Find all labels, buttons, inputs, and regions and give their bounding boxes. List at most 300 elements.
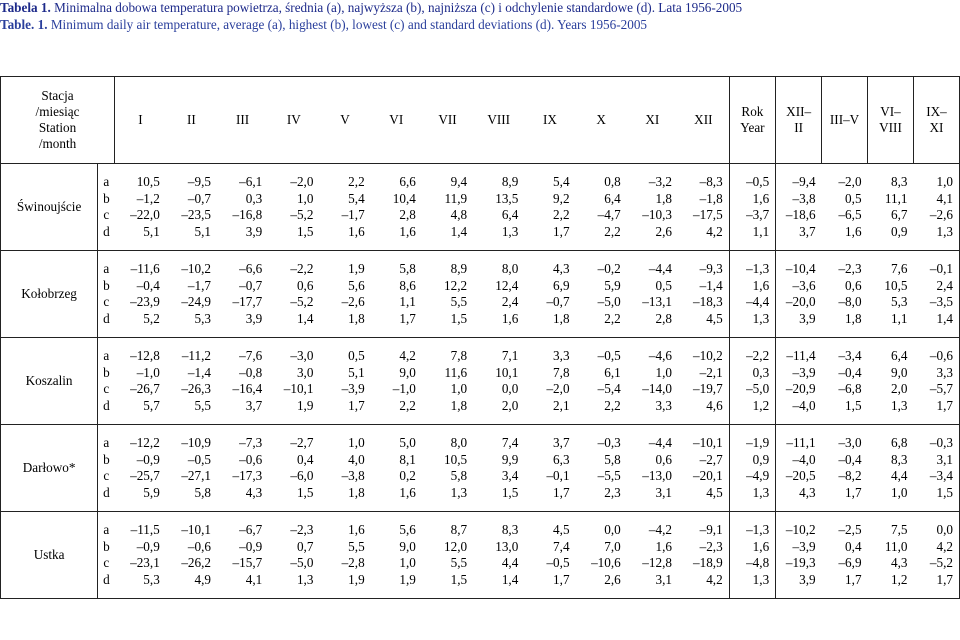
spacer-cell: [115, 588, 166, 599]
month-value: –10,3: [642, 207, 672, 222]
month-value: –26,3: [181, 381, 211, 396]
spacer-cell: [268, 414, 319, 425]
spacer-cell: [166, 240, 217, 251]
month-value: 6,4: [501, 207, 519, 222]
month-value: 1,4: [296, 310, 314, 326]
station-padding-row: [1, 501, 960, 512]
spacer-cell: [115, 251, 166, 262]
month-value: –5,2: [290, 294, 314, 309]
spacer-cell: [371, 164, 422, 175]
row-label: b: [103, 190, 110, 206]
month-value: 1,5: [501, 484, 519, 500]
month-value: 5,5: [450, 294, 468, 309]
month-value: 1,0: [399, 555, 416, 570]
month-value: 5,8: [450, 468, 468, 483]
month-value: 3,3: [553, 348, 570, 363]
month-value: –1,4: [678, 278, 729, 295]
spacer-cell: [868, 251, 914, 262]
table-body: [1, 164, 960, 599]
spacer-cell: [822, 501, 868, 512]
spacer-cell: [776, 588, 822, 599]
row-label: c: [103, 468, 110, 483]
month-value: 9,0: [399, 538, 416, 554]
table-row: [1, 207, 960, 224]
spacer-cell: [678, 338, 729, 349]
month-value: 4,2: [678, 572, 729, 589]
spacer-cell: [627, 338, 678, 349]
month-value: –9,3: [678, 261, 729, 278]
year-value: 0,9: [729, 452, 775, 469]
month-value: 1,6: [348, 223, 365, 239]
spacer-cell: [98, 251, 115, 262]
month-value: –6,1: [239, 174, 263, 189]
month-value: 7,0: [604, 538, 621, 554]
month-value: –2,0: [546, 381, 570, 396]
month-value: –6,6: [239, 261, 263, 276]
month-value: –19,7: [678, 381, 729, 398]
spacer-cell: [217, 327, 268, 338]
month-value: 2,2: [604, 310, 621, 326]
month-value: 1,7: [553, 571, 570, 587]
station-name: Koszalin: [1, 338, 98, 425]
month-value: –11,2: [181, 348, 211, 363]
month-value: –0,1: [546, 468, 570, 483]
month-value: 8,3: [501, 522, 519, 537]
month-value: 4,4: [501, 555, 519, 570]
table-row: [1, 539, 960, 556]
season-value: 1,7: [845, 484, 862, 500]
month-value: –8,3: [678, 174, 729, 191]
month-value: 1,5: [450, 571, 468, 587]
month-value: 1,3: [501, 223, 519, 239]
spacer-cell: [678, 251, 729, 262]
month-value: 12,0: [444, 538, 468, 554]
spacer-cell: [729, 414, 775, 425]
season-value: 3,9: [799, 571, 816, 587]
season-value: –3,9: [792, 364, 816, 380]
month-value: –26,2: [181, 555, 211, 570]
month-value: –4,7: [597, 207, 621, 222]
spacer-cell: [268, 588, 319, 599]
spacer-cell: [729, 501, 775, 512]
spacer-cell: [576, 425, 627, 436]
month-value: 4,0: [348, 451, 365, 467]
month-value: 7,8: [450, 348, 468, 363]
month-value: –2,2: [290, 261, 314, 276]
month-value: 1,8: [655, 190, 672, 206]
month-value: 9,2: [553, 190, 570, 206]
month-value: –23,9: [130, 294, 160, 309]
year-value: –2,2: [729, 348, 775, 365]
header-station-line: Station: [38, 120, 77, 135]
month-value: 0,7: [296, 538, 314, 554]
caption-english: [0, 17, 960, 34]
month-value: –4,4: [648, 435, 672, 450]
month-value: –20,1: [678, 468, 729, 485]
table-row: [1, 365, 960, 382]
month-value: –5,4: [597, 381, 621, 396]
month-value: –27,1: [181, 468, 211, 483]
month-value: –1,7: [341, 207, 365, 222]
header-season-line: VIII: [879, 120, 902, 135]
spacer-cell: [524, 501, 575, 512]
month-value: –0,5: [597, 348, 621, 363]
year-value: 1,3: [729, 572, 775, 589]
spacer-cell: [422, 338, 473, 349]
month-value: 1,6: [399, 484, 416, 500]
spacer-cell: [268, 251, 319, 262]
season-value: –2,6: [913, 207, 959, 224]
spacer-cell: [868, 414, 914, 425]
spacer-cell: [217, 338, 268, 349]
season-value: –9,4: [792, 174, 816, 189]
season-value: 5,3: [890, 294, 908, 309]
station-padding-row: [1, 251, 960, 262]
spacer-cell: [627, 164, 678, 175]
spacer-cell: [422, 327, 473, 338]
month-value: 1,6: [399, 223, 416, 239]
spacer-cell: [576, 338, 627, 349]
header-station-line: /miesiąc: [35, 104, 80, 119]
month-value: 8,0: [450, 435, 468, 450]
spacer-cell: [678, 327, 729, 338]
month-value: 7,1: [501, 348, 519, 363]
station-padding-row: [1, 240, 960, 251]
header-station: [1, 77, 115, 164]
month-value: 5,6: [399, 522, 416, 537]
spacer-cell: [217, 240, 268, 251]
season-value: –11,4: [786, 348, 816, 363]
month-value: 9,4: [450, 174, 468, 189]
spacer-cell: [473, 251, 524, 262]
month-value: –4,6: [648, 348, 672, 363]
spacer-cell: [371, 338, 422, 349]
month-value: –18,9: [678, 555, 729, 572]
month-value: –12,2: [130, 435, 160, 450]
month-value: 6,4: [604, 190, 621, 206]
season-value: 0,6: [845, 277, 862, 293]
month-value: –2,0: [290, 174, 314, 189]
season-value: 4,3: [799, 484, 816, 500]
month-value: 4,9: [194, 571, 211, 587]
header-year-line: Rok: [741, 104, 764, 119]
month-value: 5,5: [348, 538, 365, 554]
header-month: VI: [371, 77, 422, 164]
year-value: 1,2: [729, 398, 775, 415]
month-value: 1,0: [450, 381, 468, 396]
year-value: 1,1: [729, 224, 775, 241]
spacer-cell: [776, 164, 822, 175]
season-value: 0,0: [913, 522, 959, 539]
spacer-cell: [729, 251, 775, 262]
season-value: –5,2: [913, 555, 959, 572]
month-value: 4,2: [678, 224, 729, 241]
month-value: 4,5: [678, 311, 729, 328]
spacer-cell: [868, 240, 914, 251]
spacer-cell: [371, 240, 422, 251]
month-value: –2,7: [290, 435, 314, 450]
month-value: 1,9: [296, 397, 314, 413]
table-row: [1, 261, 960, 278]
spacer-cell: [319, 240, 370, 251]
spacer-cell: [868, 164, 914, 175]
spacer-cell: [524, 338, 575, 349]
spacer-cell: [371, 251, 422, 262]
season-value: 3,3: [913, 365, 959, 382]
table-row: [1, 191, 960, 208]
month-value: 5,9: [604, 277, 621, 293]
spacer-cell: [319, 338, 370, 349]
spacer-cell: [319, 512, 370, 523]
month-value: 1,3: [296, 571, 314, 587]
month-value: –0,6: [187, 538, 211, 554]
month-value: 3,3: [655, 397, 672, 413]
month-value: 0,2: [399, 468, 416, 483]
month-value: 1,7: [553, 223, 570, 239]
month-value: 2,4: [501, 294, 519, 309]
station-padding-row: [1, 512, 960, 523]
spacer-cell: [422, 414, 473, 425]
month-value: 9,9: [501, 451, 519, 467]
header-station-line: /month: [38, 136, 77, 151]
spacer-cell: [913, 512, 959, 523]
month-value: –13,0: [642, 468, 672, 483]
month-value: 2,3: [604, 484, 621, 500]
month-value: 5,0: [399, 435, 416, 450]
table-row: [1, 278, 960, 295]
header-season: [913, 77, 959, 164]
spacer-cell: [776, 512, 822, 523]
spacer-cell: [473, 414, 524, 425]
spacer-cell: [576, 414, 627, 425]
table-row: [1, 572, 960, 589]
month-value: –0,5: [546, 555, 570, 570]
season-value: –2,3: [838, 261, 862, 276]
season-value: –3,6: [792, 277, 816, 293]
spacer-cell: [422, 240, 473, 251]
spacer-cell: [678, 501, 729, 512]
month-value: 3,0: [296, 364, 314, 380]
spacer-cell: [576, 251, 627, 262]
month-value: –2,1: [678, 365, 729, 382]
month-value: 5,4: [348, 190, 365, 206]
year-value: –4,8: [729, 555, 775, 572]
season-value: –8,2: [838, 468, 862, 483]
season-value: 6,8: [890, 435, 908, 450]
month-value: –2,8: [341, 555, 365, 570]
spacer-cell: [115, 164, 166, 175]
spacer-cell: [166, 414, 217, 425]
spacer-cell: [217, 251, 268, 262]
spacer-cell: [822, 240, 868, 251]
spacer-cell: [217, 512, 268, 523]
spacer-cell: [913, 327, 959, 338]
month-value: 0,4: [296, 451, 314, 467]
month-value: 1,8: [348, 484, 365, 500]
month-value: –1,8: [678, 191, 729, 208]
spacer-cell: [371, 501, 422, 512]
season-value: 4,2: [913, 539, 959, 556]
month-value: 4,3: [553, 261, 570, 276]
station-padding-row: [1, 588, 960, 599]
spacer-cell: [627, 501, 678, 512]
month-value: –22,0: [130, 207, 160, 222]
spacer-cell: [576, 501, 627, 512]
spacer-cell: [98, 338, 115, 349]
season-value: –3,4: [913, 468, 959, 485]
month-value: 3,7: [245, 397, 263, 413]
header-season: [868, 77, 914, 164]
row-label: b: [103, 451, 110, 467]
row-label: c: [103, 294, 110, 309]
header-season-line: IX–: [926, 104, 947, 119]
spacer-cell: [473, 501, 524, 512]
spacer-cell: [166, 425, 217, 436]
station-name: Kołobrzeg: [1, 251, 98, 338]
spacer-cell: [729, 425, 775, 436]
spacer-cell: [268, 164, 319, 175]
spacer-cell: [473, 338, 524, 349]
month-value: 1,6: [501, 310, 519, 326]
month-value: –0,9: [136, 451, 160, 467]
spacer-cell: [729, 588, 775, 599]
month-value: 6,3: [553, 451, 570, 467]
spacer-cell: [98, 512, 115, 523]
month-value: –5,2: [290, 207, 314, 222]
month-value: 1,9: [348, 261, 365, 276]
season-value: 1,2: [890, 571, 908, 587]
spacer-cell: [524, 414, 575, 425]
month-value: 1,7: [553, 484, 570, 500]
spacer-cell: [678, 164, 729, 175]
header-year-line: Year: [740, 120, 765, 135]
season-value: 6,4: [890, 348, 908, 363]
spacer-cell: [627, 425, 678, 436]
month-value: 2,1: [553, 397, 570, 413]
season-value: –4,0: [792, 451, 816, 467]
month-value: –9,5: [187, 174, 211, 189]
spacer-cell: [627, 414, 678, 425]
month-value: –3,9: [341, 381, 365, 396]
month-value: 1,7: [348, 397, 365, 413]
month-value: –26,7: [130, 381, 160, 396]
month-value: 2,2: [604, 223, 621, 239]
season-value: –2,5: [838, 522, 862, 537]
header-month: IV: [268, 77, 319, 164]
month-value: 1,7: [399, 310, 416, 326]
month-value: –17,7: [232, 294, 263, 309]
year-value: –3,7: [729, 207, 775, 224]
row-label: c: [103, 381, 110, 396]
temperature-table: [0, 76, 960, 599]
month-value: 5,6: [348, 277, 365, 293]
header-row: [1, 77, 960, 164]
spacer-cell: [115, 240, 166, 251]
month-value: 1,4: [450, 223, 468, 239]
spacer-cell: [473, 588, 524, 599]
month-value: –10,2: [181, 261, 211, 276]
spacer-cell: [576, 240, 627, 251]
header-month: X: [576, 77, 627, 164]
caption-polish-label: Tabela 1.: [0, 0, 51, 15]
caption-english-text: Minimum daily air temperature, average (a), highest (b), lowest (c) and standard deviations (d). Years 1956-2005: [47, 16, 648, 32]
month-value: 1,0: [655, 364, 672, 380]
month-value: 1,9: [348, 571, 365, 587]
spacer-cell: [822, 338, 868, 349]
spacer-cell: [524, 425, 575, 436]
month-value: –0,9: [136, 538, 160, 554]
month-value: 1,5: [296, 223, 314, 239]
month-value: 4,3: [245, 484, 263, 500]
spacer-cell: [473, 327, 524, 338]
month-value: 1,5: [296, 484, 314, 500]
season-value: 3,1: [913, 452, 959, 469]
header-year: [729, 77, 775, 164]
spacer-cell: [115, 512, 166, 523]
month-value: 3,1: [655, 571, 672, 587]
spacer-cell: [678, 512, 729, 523]
spacer-cell: [319, 164, 370, 175]
spacer-cell: [268, 338, 319, 349]
month-value: 1,8: [348, 310, 365, 326]
month-value: –7,6: [239, 348, 263, 363]
month-value: –1,2: [136, 190, 160, 206]
spacer-cell: [217, 425, 268, 436]
season-value: 1,0: [913, 174, 959, 191]
station-padding-row: [1, 327, 960, 338]
header-month: I: [115, 77, 166, 164]
season-value: 3,9: [799, 310, 816, 326]
month-value: –14,0: [642, 381, 672, 396]
month-value: –16,4: [232, 381, 263, 396]
month-value: –18,3: [678, 294, 729, 311]
spacer-cell: [166, 327, 217, 338]
spacer-cell: [115, 425, 166, 436]
station-padding-row: [1, 164, 960, 175]
month-value: 3,4: [501, 468, 519, 483]
month-value: 0,3: [245, 190, 263, 206]
header-station-line: Stacja: [41, 88, 74, 103]
month-value: 10,4: [392, 190, 416, 206]
spacer-cell: [422, 512, 473, 523]
month-value: 7,8: [553, 364, 570, 380]
month-value: 1,6: [655, 538, 672, 554]
month-value: –17,5: [678, 207, 729, 224]
season-value: 6,7: [890, 207, 908, 222]
spacer-cell: [822, 251, 868, 262]
spacer-cell: [98, 501, 115, 512]
spacer-cell: [422, 425, 473, 436]
month-value: –0,7: [546, 294, 570, 309]
month-value: 12,4: [495, 277, 519, 293]
spacer-cell: [868, 425, 914, 436]
season-value: 1,3: [913, 224, 959, 241]
spacer-cell: [319, 501, 370, 512]
month-value: –2,7: [678, 452, 729, 469]
season-value: –4,0: [792, 397, 816, 413]
season-value: 1,5: [913, 485, 959, 502]
month-value: 0,5: [655, 277, 672, 293]
row-label: c: [103, 207, 110, 222]
month-value: 5,4: [553, 174, 570, 189]
month-value: 5,8: [604, 451, 621, 467]
station-name: Świnoujście: [1, 164, 98, 251]
spacer-cell: [98, 588, 115, 599]
month-value: 1,4: [501, 571, 519, 587]
spacer-cell: [217, 414, 268, 425]
season-value: 1,7: [913, 572, 959, 589]
month-value: 5,7: [143, 397, 160, 413]
